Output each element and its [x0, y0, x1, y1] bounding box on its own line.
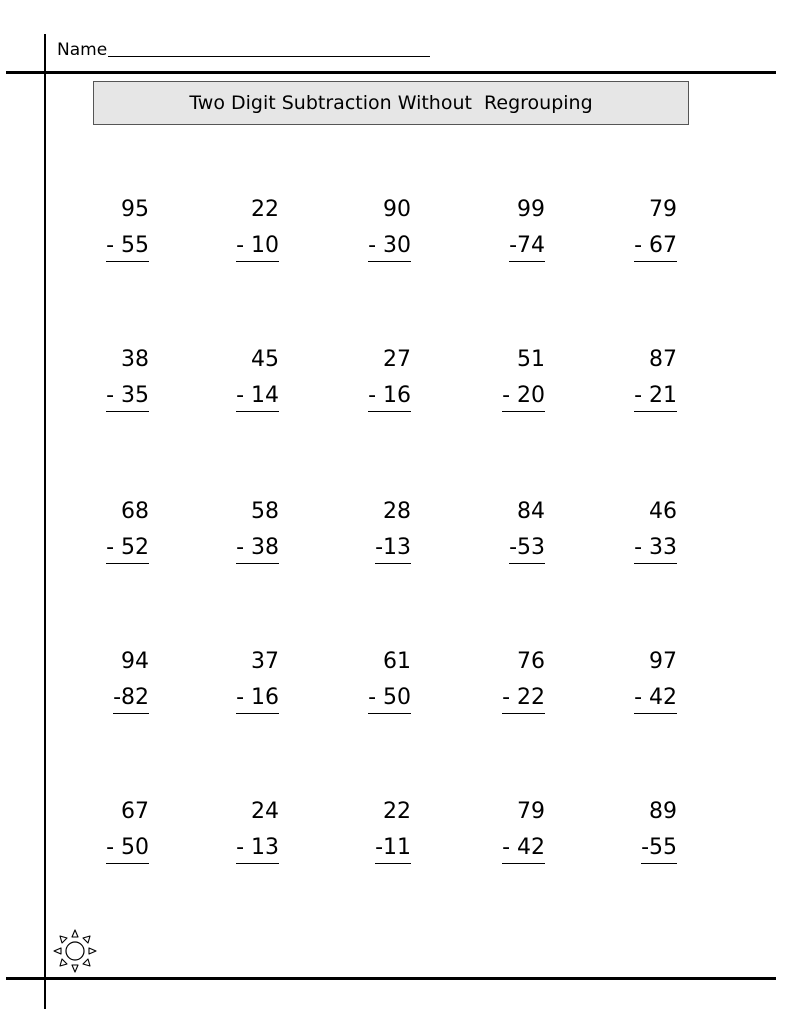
subtraction-problem — [79, 494, 149, 566]
subtrahend-text: - 14 — [236, 382, 279, 412]
subtrahend — [209, 680, 279, 716]
subtrahend-text: -82 — [113, 684, 149, 714]
minuend: 24 — [251, 799, 279, 824]
subtrahend-text: - 16 — [236, 684, 279, 714]
minuend: 68 — [121, 499, 149, 524]
minuend: 79 — [649, 197, 677, 222]
subtraction-problem — [475, 794, 545, 866]
subtraction-problem — [607, 794, 677, 866]
minuend: 22 — [251, 197, 279, 222]
subtrahend-text: - 52 — [106, 534, 149, 564]
subtraction-problem — [209, 794, 279, 866]
subtraction-problem — [475, 342, 545, 414]
subtrahend-text: -13 — [375, 534, 411, 564]
minuend: 37 — [251, 649, 279, 674]
subtraction-problem — [475, 644, 545, 716]
subtrahend — [475, 530, 545, 566]
subtraction-problem — [341, 494, 411, 566]
subtraction-problem — [341, 342, 411, 414]
minuend: 99 — [517, 197, 545, 222]
minuend: 22 — [383, 799, 411, 824]
minuend: 51 — [517, 347, 545, 372]
subtrahend — [209, 228, 279, 264]
minuend: 90 — [383, 197, 411, 222]
subtrahend — [209, 378, 279, 414]
subtrahend — [341, 680, 411, 716]
minuend: 27 — [383, 347, 411, 372]
subtraction-problem — [79, 644, 149, 716]
subtrahend-text: - 33 — [634, 534, 677, 564]
subtrahend — [341, 378, 411, 414]
name-label: Name — [57, 40, 108, 60]
subtrahend-text: - 67 — [634, 232, 677, 262]
subtraction-problem — [341, 794, 411, 866]
subtraction-problem — [79, 342, 149, 414]
subtrahend-text: - 55 — [106, 232, 149, 262]
subtrahend — [209, 830, 279, 866]
subtrahend-text: -55 — [641, 834, 677, 864]
minuend: 67 — [121, 799, 149, 824]
subtraction-problem — [607, 342, 677, 414]
subtraction-problem — [607, 192, 677, 264]
subtrahend — [341, 228, 411, 264]
subtraction-problem — [607, 494, 677, 566]
minuend: 46 — [649, 499, 677, 524]
subtrahend — [607, 378, 677, 414]
subtraction-problem — [79, 192, 149, 264]
minuend: 45 — [251, 347, 279, 372]
subtraction-problem — [607, 644, 677, 716]
subtrahend — [607, 680, 677, 716]
subtrahend — [209, 530, 279, 566]
minuend: 94 — [121, 649, 149, 674]
subtrahend — [79, 228, 149, 264]
subtrahend — [607, 530, 677, 566]
subtrahend — [475, 830, 545, 866]
subtrahend — [341, 830, 411, 866]
subtrahend — [79, 680, 149, 716]
subtraction-problem — [475, 494, 545, 566]
subtraction-problem — [475, 192, 545, 264]
subtrahend-text: - 10 — [236, 232, 279, 262]
minuend: 84 — [517, 499, 545, 524]
subtrahend — [607, 228, 677, 264]
subtrahend-text: - 16 — [368, 382, 411, 412]
subtrahend — [79, 530, 149, 566]
subtraction-problem — [341, 192, 411, 264]
subtraction-problem — [209, 644, 279, 716]
minuend: 38 — [121, 347, 149, 372]
subtrahend — [607, 830, 677, 866]
minuend: 89 — [649, 799, 677, 824]
subtrahend-text: - 35 — [106, 382, 149, 412]
subtraction-problem — [209, 192, 279, 264]
subtraction-problem — [79, 794, 149, 866]
subtrahend-text: - 42 — [634, 684, 677, 714]
subtrahend-text: - 22 — [502, 684, 545, 714]
subtrahend-text: -74 — [509, 232, 545, 262]
minuend: 61 — [383, 649, 411, 674]
minuend: 87 — [649, 347, 677, 372]
subtrahend — [475, 378, 545, 414]
subtrahend-text: - 30 — [368, 232, 411, 262]
subtrahend-text: - 50 — [368, 684, 411, 714]
subtrahend — [341, 530, 411, 566]
subtrahend-text: - 38 — [236, 534, 279, 564]
subtrahend — [475, 680, 545, 716]
subtrahend-text: - 13 — [236, 834, 279, 864]
subtrahend-text: - 21 — [634, 382, 677, 412]
subtrahend-text: -53 — [509, 534, 545, 564]
sun-icon — [52, 928, 98, 974]
minuend: 79 — [517, 799, 545, 824]
subtraction-problem — [209, 342, 279, 414]
subtrahend — [79, 830, 149, 866]
subtraction-problem — [341, 644, 411, 716]
minuend: 28 — [383, 499, 411, 524]
minuend: 97 — [649, 649, 677, 674]
subtrahend-text: - 50 — [106, 834, 149, 864]
subtrahend-text: -11 — [375, 834, 411, 864]
subtraction-problem — [209, 494, 279, 566]
minuend: 58 — [251, 499, 279, 524]
worksheet-title-text: Two Digit Subtraction Without Regrouping — [189, 92, 593, 114]
minuend: 76 — [517, 649, 545, 674]
subtrahend-text: - 20 — [502, 382, 545, 412]
subtrahend-text: - 42 — [502, 834, 545, 864]
subtrahend — [79, 378, 149, 414]
subtrahend — [475, 228, 545, 264]
minuend: 95 — [121, 197, 149, 222]
